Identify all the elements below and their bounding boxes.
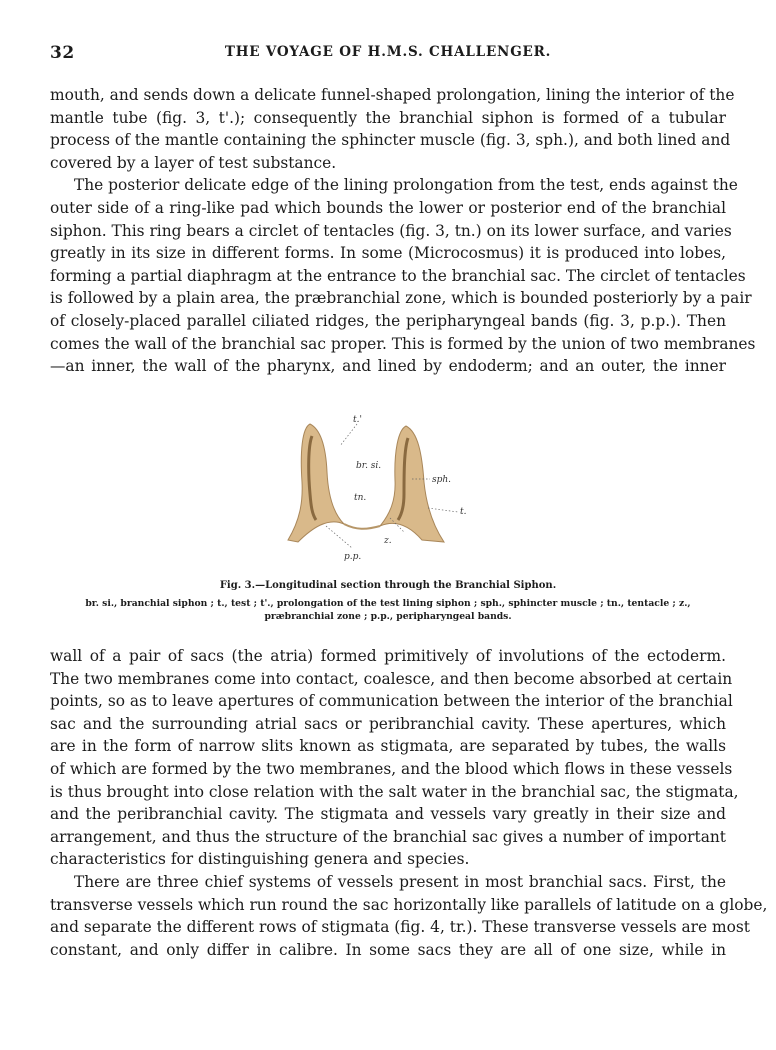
paragraph-2 bbox=[50, 174, 756, 377]
paragraph-4 bbox=[50, 871, 768, 961]
text-line: siphon. This ring bears a circlet of tentacles (fig. 3, tn.) on its lower surface, and varies bbox=[50, 221, 732, 240]
label-pp: p.p. bbox=[344, 552, 362, 562]
text-block-top bbox=[50, 84, 756, 378]
left-siphon-wall bbox=[288, 424, 344, 542]
text-line: forming a partial diaphragm at the entrance to the branchial sac. The circlet of tentacles bbox=[50, 266, 746, 285]
running-title: THE VOYAGE OF H.M.S. CHALLENGER. bbox=[224, 44, 552, 60]
text-line: covered by a layer of test substance. bbox=[50, 153, 337, 172]
text-line: are in the form of narrow slits known as stigmata, are separated by tubes, the walls bbox=[50, 737, 726, 756]
paragraph-1 bbox=[50, 84, 735, 174]
text-line: of closely-placed parallel ciliated ridges, the peripharyngeal bands (fig. 3, p.p.). Then bbox=[50, 311, 726, 330]
text-line: characteristics for distinguishing genera and species. bbox=[50, 850, 470, 869]
text-line: —an inner, the wall of the pharynx, and lined by endoderm; and an outer, the inner bbox=[50, 357, 726, 376]
label-tn: tn. bbox=[354, 493, 367, 503]
text-line: transverse vessels which run round the sac horizontally like parallels of latitude on a globe, bbox=[50, 895, 768, 914]
label-t: t. bbox=[460, 507, 467, 517]
label-sph: sph. bbox=[432, 475, 452, 485]
text-line: of which are formed by the two membranes, and the blood which flows in these vessels bbox=[50, 759, 733, 778]
text-line: mouth, and sends down a delicate funnel-shaped prolongation, lining the interior of the bbox=[50, 86, 735, 104]
text-line: sac and the surrounding atrial sacs or peribranchial cavity. These apertures, which bbox=[50, 714, 726, 733]
text-block-bottom bbox=[50, 645, 768, 961]
figure-3-illustration bbox=[240, 402, 536, 570]
text-line: process of the mantle containing the sphincter muscle (fig. 3, sph.), and both lined and bbox=[50, 131, 731, 150]
paragraph-3 bbox=[50, 645, 739, 871]
text-line: The two membranes come into contact, coalesce, and then become absorbed at certain bbox=[50, 669, 733, 688]
text-line: constant, and only differ in calibre. In some sacs they are all of one size, while in bbox=[50, 940, 726, 959]
text-line: is followed by a plain area, the præbranchial zone, which is bounded posteriorly by a pair bbox=[50, 289, 752, 308]
leader-t bbox=[428, 508, 458, 512]
siphon-section-drawing bbox=[240, 402, 536, 570]
text-line: There are three chief systems of vessels present in most branchial sacs. First, the bbox=[74, 872, 726, 891]
text-line: greatly in its size in different forms. In some (Microcosmus) it is produced into lobes, bbox=[50, 244, 726, 263]
tentacle bbox=[344, 524, 380, 529]
text-line: wall of a pair of sacs (the atria) formed primitively of involutions of the ectoderm. bbox=[50, 647, 726, 665]
figure-caption-title: Fig. 3.—Longitudinal section through the Branchial Siphon. bbox=[219, 580, 557, 591]
text-line: arrangement, and thus the structure of the branchial sac gives a number of important bbox=[50, 827, 726, 846]
figure-caption-legend: br. si., branchial siphon ; t., test ; t'., prolongation of the test lining siphon ; sph., sphincter muscle ; tn., tentacle ; z., præbranchial zone ; p.p., peripharyngeal bands. bbox=[85, 598, 691, 622]
text-line: mantle tube (fig. 3, t'.); consequently the branchial siphon is formed of a tubular bbox=[50, 108, 726, 127]
text-line: points, so as to leave apertures of communication between the interior of the branchial bbox=[50, 692, 733, 711]
text-line: is thus brought into close relation with the salt water in the branchial sac, the stigmata, bbox=[50, 782, 739, 801]
leader-pp bbox=[326, 526, 352, 548]
page-number: 32 bbox=[50, 43, 75, 63]
text-line: and the peribranchial cavity. The stigmata and vessels vary greatly in their size and bbox=[50, 805, 726, 824]
text-line: comes the wall of the branchial sac proper. This is formed by the union of two membranes bbox=[50, 334, 756, 353]
label-br-si: br. si. bbox=[356, 461, 382, 471]
text-line: outer side of a ring-like pad which bounds the lower or posterior end of the branchial bbox=[50, 198, 726, 217]
label-z: z. bbox=[384, 536, 392, 546]
label-t-prime: t.' bbox=[353, 415, 362, 425]
leader-t-prime bbox=[340, 424, 357, 446]
text-line: The posterior delicate edge of the lining prolongation from the test, ends against the bbox=[74, 176, 738, 195]
text-line: and separate the different rows of stigmata (fig. 4, tr.). These transverse vessels are most bbox=[50, 918, 750, 937]
